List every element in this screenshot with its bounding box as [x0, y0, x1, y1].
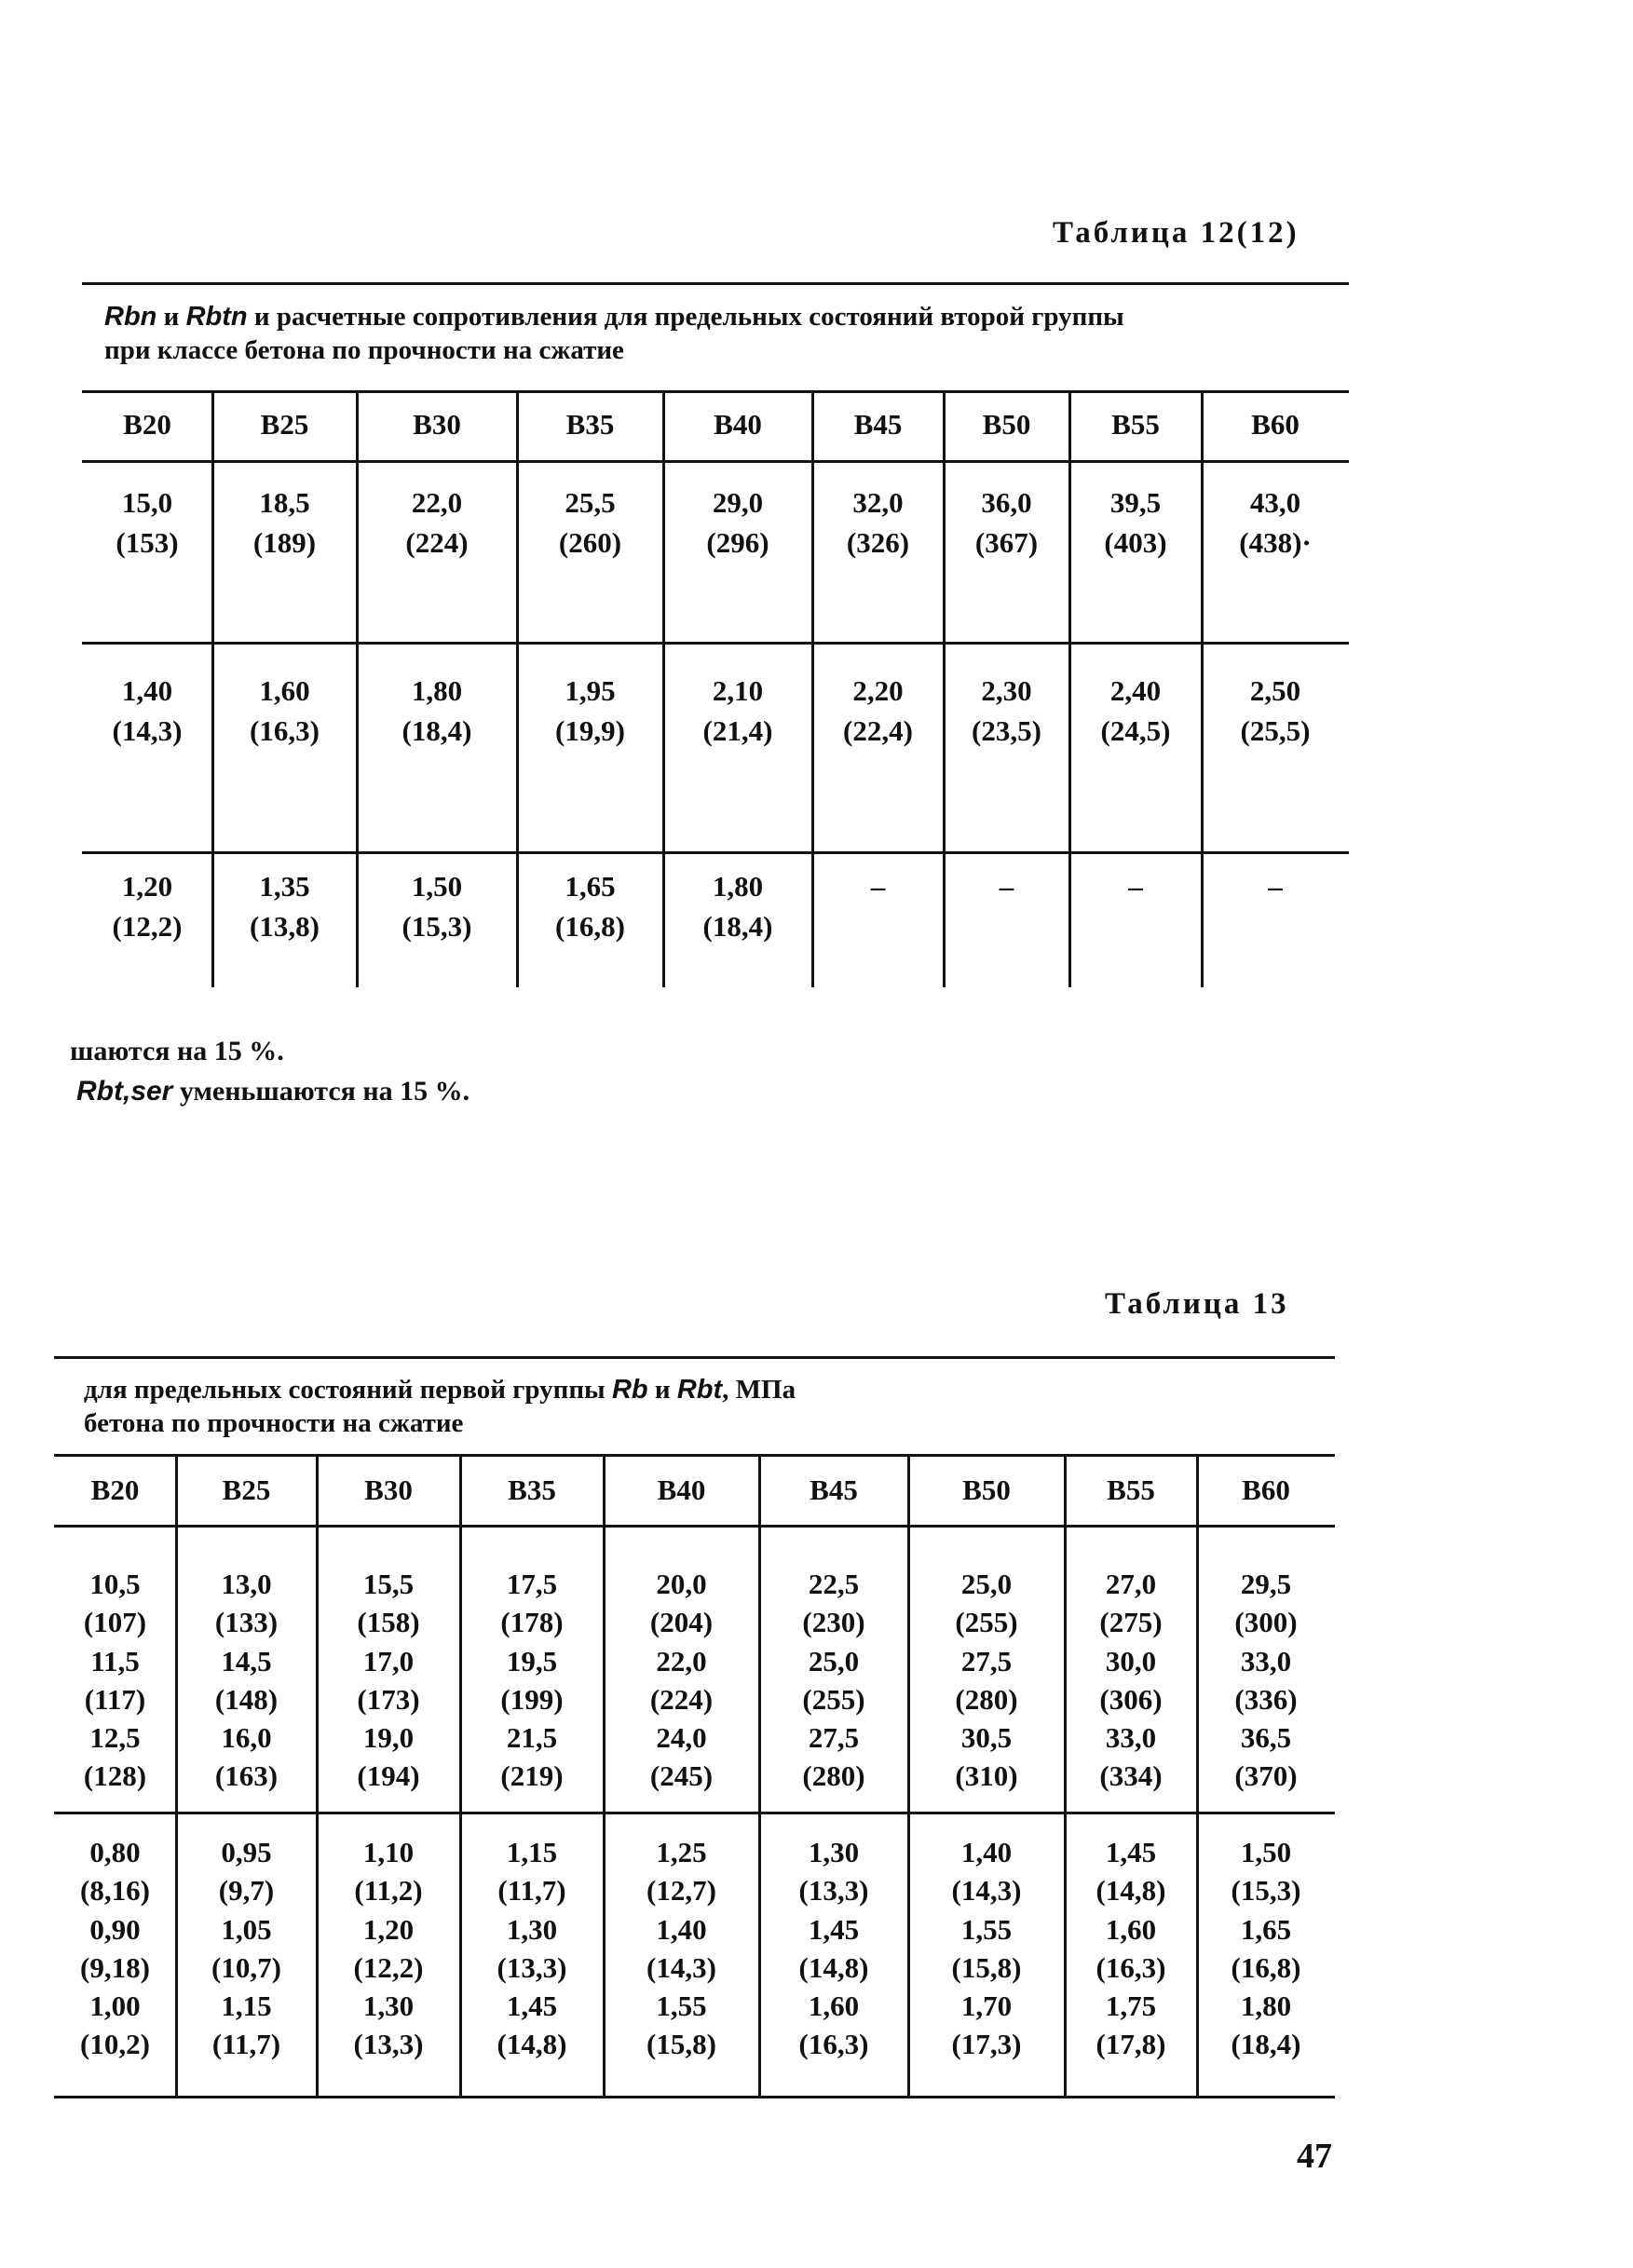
table12-cell: 29,0 (296) — [706, 486, 769, 559]
table12-cell: 1,20 (12,2) — [112, 870, 183, 943]
table12-header-b55: B55 — [1111, 408, 1160, 441]
table12-caption-line1: Rbn и Rbtn и расчетные сопротивления для предельных состояний второй группы — [104, 302, 1124, 332]
table13-header-b35: B35 — [508, 1474, 556, 1506]
table12-top-rule — [82, 282, 1349, 285]
table13-top-rule — [54, 1356, 1335, 1359]
table12-header-b20: B20 — [123, 408, 171, 441]
table12-header-b30: B30 — [413, 408, 461, 441]
table13-cell: 1,25 (12,7) 1,40 (14,3) 1,55 (15,8) — [646, 1836, 716, 2061]
table12-header-b40: B40 — [714, 408, 762, 441]
table12-header-b50: B50 — [982, 408, 1031, 441]
table13-cell: 1,30 (13,3) 1,45 (14,8) 1,60 (16,3) — [798, 1836, 869, 2061]
table13-cell: 1,50 (15,3) 1,65 (16,8) 1,80 (18,4) — [1231, 1836, 1301, 2061]
rbtn-symbol: Rbtn — [185, 302, 248, 332]
table12-cell: 43,0 (438)· — [1239, 486, 1312, 559]
table12-cell: 15,0 (153) — [116, 486, 179, 559]
table12-cell: 1,40 (14,3) — [112, 674, 183, 747]
table13-cell: 1,45 (14,8) 1,60 (16,3) 1,75 (17,8) — [1095, 1836, 1166, 2061]
table12-cell: – — [1268, 870, 1283, 903]
table12-cell: 22,0 (224) — [405, 486, 469, 559]
table12-header-b35: B35 — [565, 408, 615, 441]
table12-cell: 1,65 (16,8) — [555, 870, 625, 943]
table12-header-top-rule — [82, 390, 1349, 393]
table12-cell: 2,20 (22,4) — [843, 674, 913, 747]
table12-cell: 39,5 (403) — [1104, 486, 1167, 559]
rb-symbol: Rb — [611, 1375, 648, 1405]
table12-header-bottom-rule — [82, 460, 1349, 463]
rbn-symbol: Rbn — [104, 302, 157, 332]
table12-cell: – — [999, 870, 1014, 903]
table13-cell: 10,5 (107) 11,5 (117) 12,5 (128) — [83, 1568, 147, 1793]
rbtser-symbol: Rbt,ser — [76, 1076, 173, 1107]
table12-cell: 1,60 (16,3) — [250, 674, 320, 747]
table12-cell: 25,5 (260) — [558, 486, 622, 559]
table12-cell: 36,0 (367) — [974, 486, 1039, 559]
note-line2: Rbt,ser уменьшаются на 15 %. — [76, 1076, 470, 1107]
table13-header-b30: B30 — [364, 1474, 413, 1506]
table13-cell: 1,40 (14,3) 1,55 (15,8) 1,70 (17,3) — [951, 1836, 1022, 2061]
table13-header-b25: B25 — [222, 1474, 271, 1506]
table12-caption — [104, 300, 1124, 367]
table12-cell: 2,50 (25,5) — [1240, 674, 1311, 747]
table12-cell: 1,35 (13,8) — [250, 870, 320, 943]
table12-cell: 32,0 (326) — [846, 486, 910, 559]
page-number: 47 — [1297, 2137, 1332, 2176]
table13-header-b20: B20 — [90, 1474, 140, 1506]
table13-cell: 17,5 (178) 19,5 (199) 21,5 (219) — [500, 1568, 564, 1793]
table12-cell: 18,5 (189) — [252, 486, 317, 559]
table13-header-b55: B55 — [1107, 1474, 1155, 1506]
table13-cell: 1,10 (11,2) 1,20 (12,2) 1,30 (13,3) — [353, 1836, 424, 2061]
table12-header-b45: B45 — [853, 408, 903, 441]
table13-cell: 15,5 (158) 17,0 (173) 19,0 (194) — [357, 1568, 420, 1793]
table12-cell: 2,10 (21,4) — [702, 674, 773, 747]
table12-cell: – — [870, 870, 886, 903]
table13-cell: 0,95 (9,7) 1,05 (10,7) 1,15 (11,7) — [211, 1836, 281, 2061]
table13-caption-line2: бетона по прочности на сжатие — [84, 1408, 464, 1438]
table13-cell: 27,0 (275) 30,0 (306) 33,0 (334) — [1099, 1568, 1163, 1793]
table13-header-b45: B45 — [810, 1474, 858, 1506]
table13-cell: 0,80 (8,16) 0,90 (9,18) 1,00 (10,2) — [80, 1836, 150, 2061]
table13-cell: 1,15 (11,7) 1,30 (13,3) 1,45 (14,8) — [497, 1836, 567, 2061]
table12-cell: 1,95 (19,9) — [555, 674, 625, 747]
table13-cell: 20,0 (204) 22,0 (224) 24,0 (245) — [649, 1568, 714, 1793]
table12-cell: 2,30 (23,5) — [972, 674, 1041, 747]
table13-caption-line1: для предельных состояний первой группы Rb и Rbt, МПа — [84, 1375, 796, 1405]
table13-cell: 13,0 (133) 14,5 (148) 16,0 (163) — [214, 1568, 279, 1793]
table13-bottom-rule — [54, 2096, 1335, 2098]
table12-row1-rule — [82, 642, 1349, 645]
table12-cell: – — [1128, 870, 1143, 903]
table13-caption — [84, 1373, 796, 1440]
table13-title: Таблица 13 — [1105, 1287, 1289, 1321]
table12-cell: 2,40 (24,5) — [1100, 674, 1171, 747]
table12-caption-line2: при классе бетона по прочности на сжатие — [104, 335, 624, 365]
rbt-symbol: Rbt — [676, 1375, 723, 1405]
table13-cell: 29,5 (300) 33,0 (336) 36,5 (370) — [1234, 1568, 1298, 1793]
table12-title: Таблица 12(12) — [1053, 216, 1300, 250]
table12-row2-rule — [82, 851, 1349, 854]
table13-header-top-rule — [54, 1454, 1335, 1457]
table13-header-b40: B40 — [657, 1474, 706, 1506]
table13-header-b50: B50 — [962, 1474, 1011, 1506]
table13-header-b60: B60 — [1242, 1474, 1290, 1506]
table12-header-b60: B60 — [1251, 408, 1300, 441]
table12-cell: 1,50 (15,3) — [401, 870, 472, 943]
table13-row1-rule — [54, 1812, 1335, 1814]
note-line1: шаются на 15 %. — [70, 1036, 284, 1066]
table13-cell: 22,5 (230) 25,0 (255) 27,5 (280) — [802, 1568, 865, 1793]
table13-cell: 25,0 (255) 27,5 (280) 30,5 (310) — [955, 1568, 1018, 1793]
table12-cell: 1,80 (18,4) — [401, 674, 472, 747]
table12-cell: 1,80 (18,4) — [702, 870, 773, 943]
table12-header-b25: B25 — [260, 408, 309, 441]
table13-header-bottom-rule — [54, 1525, 1335, 1528]
